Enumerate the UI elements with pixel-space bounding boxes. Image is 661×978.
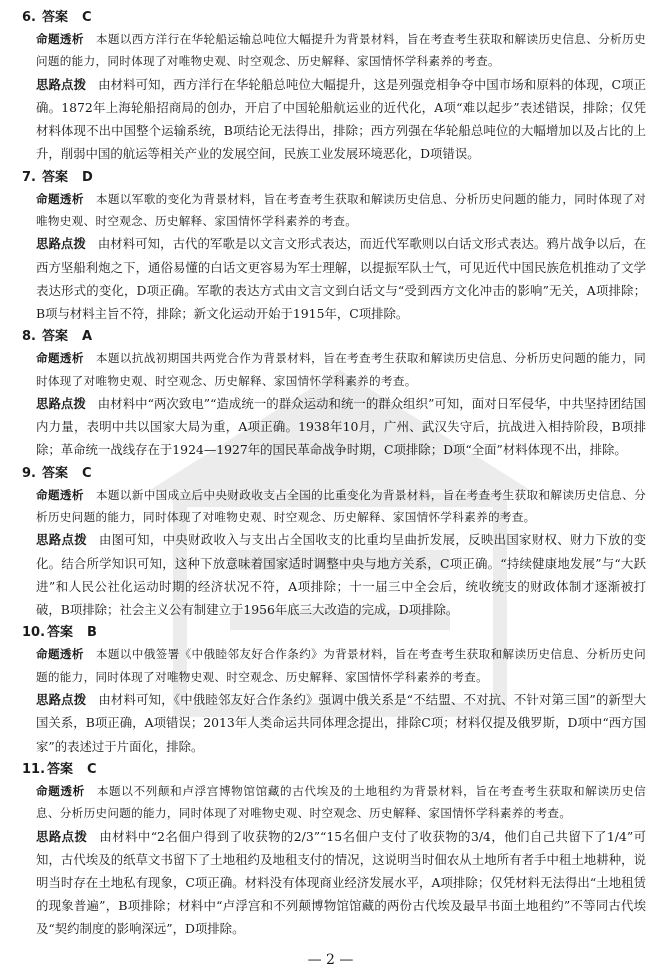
- answer-value: C: [82, 10, 92, 25]
- intent-label: 命题透析: [36, 351, 84, 366]
- question-6: [22, 8, 646, 166]
- approach-text: 由材料可知，《中俄睦邻友好合作条约》强调中俄关系是“不结盟、不对抗、不针对第三国”的新型大国关系，B项正确，A项错误；2013年人类命运共同体理念提出，排除C项；材料仅提及俄罗斯，D项中“西方国家”的表述过于片面化，排除。: [36, 692, 647, 754]
- answer-value: A: [82, 329, 93, 345]
- answer-value: B: [87, 625, 97, 641]
- approach-text: 由材料可知，西方洋行在华轮船总吨位大幅提升，这是列强竞相争夺中国市场和原料的体现，C项正确。1872年上海轮船招商局的创办，开启了中国轮船航运业的近代化，A项“难以起步”表述错误，排除；仅凭材料体现不出中国整个运输系统，B项结论无法得出，排除；西方列强在华轮船总吨位的大幅增加以及占比的上升，削弱中国的航运等相关产业的发展空间，民族工业发展环境恶化，D项错误。: [36, 76, 647, 162]
- answer-value: D: [82, 169, 93, 185]
- intent-text: 本题以不列颠和卢浮宫博物馆馆藏的古代埃及的土地租约为背景材料，旨在考查考生获取和解读历史信息、分析历史问题的能力，同时体现了对唯物史观、时空观念、历史解释、家国情怀学科素养的考查。: [36, 783, 646, 821]
- intent-paragraph: [22, 347, 646, 392]
- question-heading: [22, 168, 646, 188]
- question-number: 8.: [22, 329, 36, 345]
- question-number: 10.: [22, 625, 46, 641]
- intent-paragraph: [22, 188, 646, 233]
- question-heading: [22, 623, 646, 643]
- answer-label: 答案: [42, 329, 69, 345]
- question-9: [22, 464, 646, 622]
- intent-label: 命题透析: [36, 647, 84, 662]
- approach-paragraph: [22, 688, 646, 758]
- approach-label: 思路点拨: [36, 236, 86, 252]
- question-10: [22, 623, 646, 757]
- question-number: 11.: [22, 761, 46, 777]
- intent-label: 命题透析: [36, 191, 84, 206]
- answer-sheet: [22, 8, 646, 943]
- question-number: 9.: [22, 465, 36, 481]
- approach-paragraph: [22, 825, 646, 941]
- approach-text: 由材料可知，古代的军歌是以文言文形式表达，而近代军歌则以白话文形式表达。鸦片战争以后，在西方坚船利炮之下，通俗易懂的白话文更容易为军士理解，以提振军队士气，可见近代中国民族危机推动了文学表达形式的变化，D项正确。军歌的表达方式由文言文到白话文与“受到西方文化冲击的影响”无关，A项排除；B项与材料主旨不符，排除；新文化运动开始于1915年，C项排除。: [36, 236, 647, 322]
- question-number: 6.: [22, 10, 36, 25]
- intent-paragraph: [22, 484, 646, 529]
- intent-text: 本题以西方洋行在华轮船运输总吨位大幅提升为背景材料，旨在考查考生获取和解读历史信息、分析历史问题的能力，同时体现了对唯物史观、时空观念、历史解释、家国情怀学科素养的考查。: [36, 32, 647, 69]
- intent-paragraph: [22, 643, 646, 688]
- answer-value: C: [87, 761, 97, 777]
- answer-label: 答案: [42, 465, 69, 481]
- intent-label: 命题透析: [36, 487, 84, 502]
- answer-label: 答案: [42, 169, 69, 185]
- intent-text: 本题以中俄签署《中俄睦邻友好合作条约》为背景材料，旨在考查考生获取和解读历史信息、分析历史问题的能力，同时体现了对唯物史观、时空观念、历史解释、家国情怀学科素养的考查。: [36, 647, 647, 684]
- intent-paragraph: [22, 28, 646, 73]
- approach-paragraph: [22, 392, 646, 462]
- question-heading: [22, 760, 646, 780]
- answer-label: 答案: [42, 10, 69, 25]
- approach-paragraph: [22, 73, 646, 166]
- approach-label: 思路点拨: [36, 828, 88, 844]
- question-heading: [22, 327, 646, 347]
- approach-label: 思路点拨: [36, 692, 87, 708]
- approach-label: 思路点拨: [36, 76, 87, 92]
- approach-label: 思路点拨: [36, 532, 87, 548]
- answer-label: 答案: [47, 625, 74, 641]
- intent-label: 命题透析: [36, 32, 84, 46]
- approach-paragraph: [22, 232, 646, 325]
- question-7: [22, 168, 646, 326]
- intent-text: 本题以军歌的变化为背景材料，旨在考查考生获取和解读历史信息、分析历史问题的能力，同时体现了对唯物史观、时空观念、历史解释、家国情怀学科素养的考查。: [36, 191, 647, 229]
- answer-value: C: [82, 465, 92, 481]
- question-heading: [22, 8, 646, 28]
- approach-text: 由材料中“两次致电”“造成统一的群众运动和统一的群众组织”可知，面对日军侵华，中共坚持团结国内力量，表明中共以国家大局为重，A项正确。1938年10月，广州、武汉失守后，抗战进入相持阶段，B项排除；革命统一战线存在于1924—1927年的国民革命战争时期，C项排除；D项“全面”材料体现不出，排除。: [36, 396, 647, 458]
- approach-text: 由材料中“2名佃户得到了收获物的2/3”“15名佃户支付了收获物的3/4，他们自己共留下了1/4”可知，古代埃及的纸草文书留下了土地租约及地租支付的情况，这说明当时佃农从土地所有者手中租土地耕种，说明当时存在土地私有现象，C项正确。材料没有体现商业经济发展水平，A项排除；仅凭材料无法得出“土地租赁的现象普遍”，B项排除；材料中“卢浮宫和不列颠博物馆馆藏的两份古代埃及最早书面土地租约”不等同古代埃及“契约制度的影响深远”，D项排除。: [36, 828, 647, 937]
- question-number: 7.: [22, 169, 36, 185]
- page-number: — 2 —: [307, 952, 354, 968]
- answer-label: 答案: [47, 761, 74, 777]
- question-8: [22, 327, 646, 461]
- intent-label: 命题透析: [36, 783, 85, 798]
- approach-paragraph: [22, 528, 646, 621]
- intent-text: 本题以抗战初期国共两党合作为背景材料，旨在考查考生获取和解读历史信息、分析历史问题的能力，同时体现了对唯物史观、时空观念、历史解释、家国情怀学科素养的考查。: [36, 351, 647, 388]
- approach-text: 由图可知，中央财政收入与支出占全国收支的比重均呈曲折发展，反映出国家财权、财力下放的变化。结合所学知识可知，这种下放意味着国家适时调整中央与地方关系，C项正确。“持续健康地发展”与“大跃进”和人民公社化运动时期的经济状况不符，A项排除；十一届三中全会后，统收统支的财政体制才逐渐被打破，B项排除；社会主义公有制建立于1956年底三大改造的完成，D项排除。: [36, 532, 647, 618]
- intent-text: 本题以新中国成立后中央财政收支占全国的比重变化为背景材料，旨在考查考生获取和解读历史信息、分析历史问题的能力，同时体现了对唯物史观、时空观念、历史解释、家国情怀学科素养的考查。: [36, 487, 647, 525]
- question-heading: [22, 464, 646, 484]
- approach-label: 思路点拨: [36, 396, 86, 412]
- question-11: [22, 760, 646, 941]
- intent-paragraph: [22, 780, 646, 825]
